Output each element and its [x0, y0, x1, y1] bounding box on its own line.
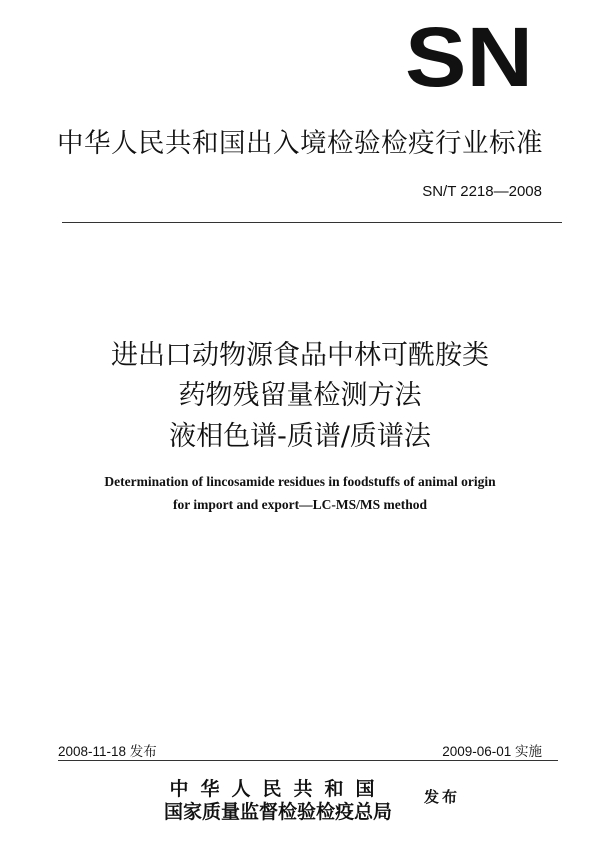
title-zh-line-1: 进出口动物源食品中林可酰胺类	[111, 340, 489, 371]
issuer-country: 中华人民共和国	[169, 778, 387, 800]
implementation-date: 2009-06-01 实施	[442, 744, 542, 759]
standard-organization: 中华人民共和国出入境检验检疫行业标准	[57, 128, 543, 159]
title-zh-line-2: 药物残留量检测方法	[178, 380, 422, 411]
title-en-line-2: for import and export—LC-MS/MS method	[173, 497, 427, 512]
title-en-line-1: Determination of lincosamide residues in foodstuffs of animal origin	[104, 474, 496, 489]
logo-text: SN	[405, 22, 533, 94]
issuer-agency: 国家质量监督检验检疫总局	[163, 801, 392, 823]
title-zh-line-3: 液相色谱-质谱/质谱法	[169, 421, 431, 452]
footer-divider	[58, 760, 558, 761]
standard-code: SN/T 2218—2008	[422, 183, 542, 200]
sn-logo-icon	[404, 22, 534, 94]
header-divider	[62, 222, 562, 223]
issue-date: 2008-11-18 发布	[58, 744, 157, 759]
publish-label: 发布	[424, 788, 461, 806]
